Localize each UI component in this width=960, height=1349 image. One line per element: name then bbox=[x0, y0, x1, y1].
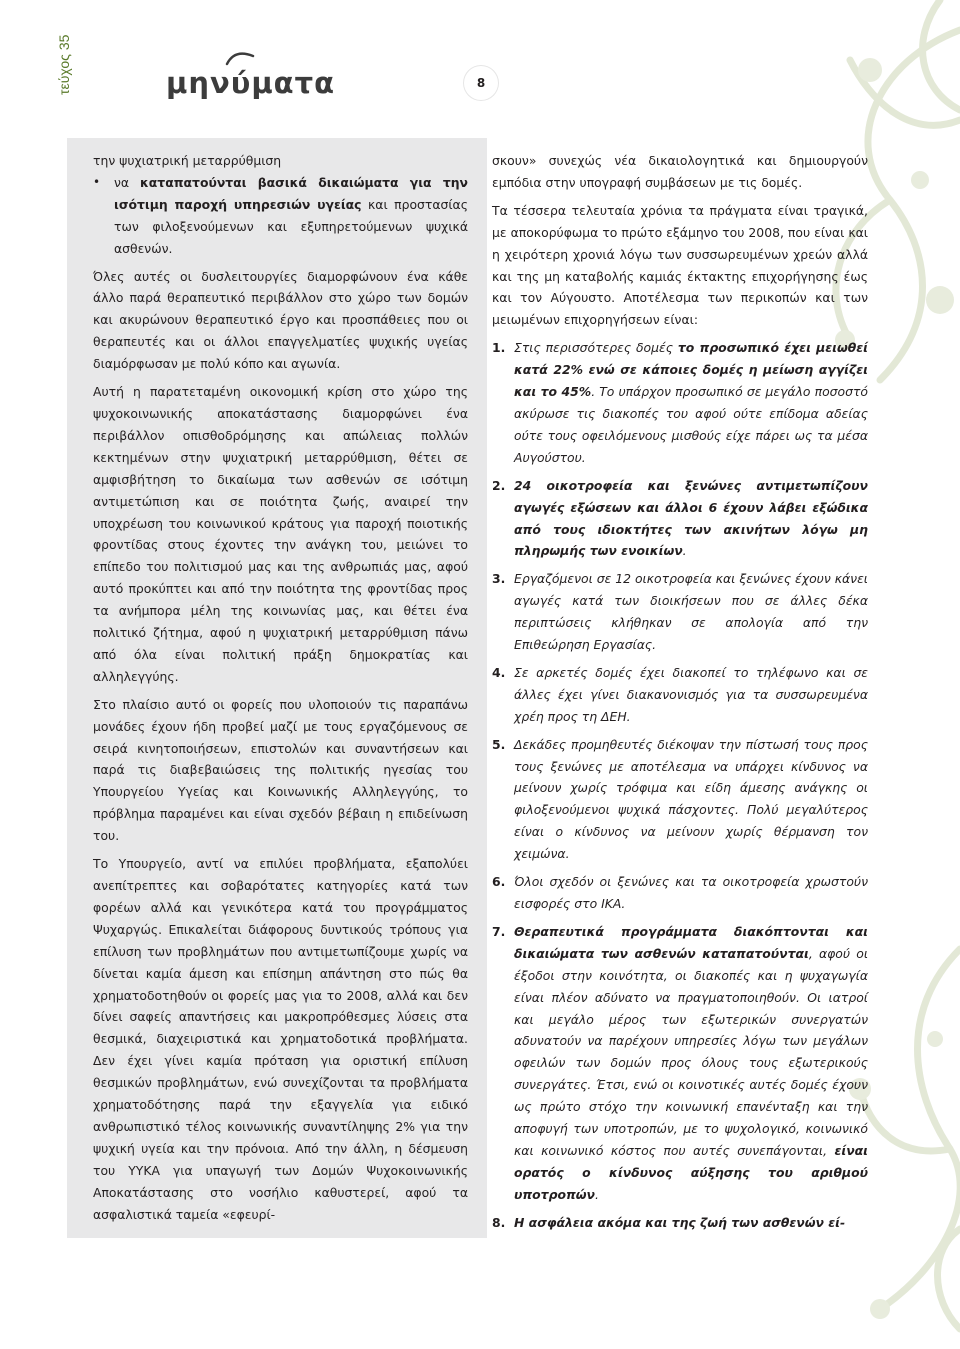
list-item: 8. Η ασφάλεια ακόμα και της ζωή των ασθενών εί- bbox=[492, 1214, 846, 1230]
list-item: 5. Δεκάδες προμηθευτές διέκοψαν την πίστωσή τους προς τους ξενώνες με αποτέλεσμα να υπάρχει κίνδυνος να μείνουν χωρίς τρόφιμα και είδη άμεσης ανάγκης οι φιλοξενούμενοι ψυχικά πάσχοντες. Πολύ μεγαλύτερος είναι ο κίνδυνος να μείνουν χωρίς θέρμανση τον χειμώνα. bbox=[492, 736, 868, 862]
right-column bbox=[492, 150, 868, 1240]
paragraph: Το Υπουργείο, αντί να επιλύει προβλήματα, εξαπολύει ανεπίτρεπτες και σοβαρότατες κατηγορίες κατά των φορέων αλλά και γενικότερα κατά του προγράμματος Ψυχαργώς. Επικαλείται διάφορους δυντικούς τρόπους για επίλυση των προβλημάτων που αντιμετωπίζουμε χωρίς να δίνεται καμία άμεση και επίσημη απάντηση στο πώς θα χρηματοδοτηθούν οι φορείς μας για το 2008, αλλά και δεν δίνει σαφείς απαντήσεις και μακροπρόθεσμες λύσεις στα θεσμικά, διαχειριστικά και χρηματοδοτικά προβλήματα. Δεν έχει γίνει καμία πρόταση για οριστική επίλυση θεσμικών προβλημάτων, ενώ συνεχίζονται τα προβλήματα χρηματοδότησης παρά την εξαγγελία για ειδικό ανθρωπιστικό τέλος κοινωνικής συναντίληψης 2% για την ψυχική υγεία και την πρόνοια. Από την άλλη, η δέσμευση του ΥΥΚΑ για υπαγωγή των Δομών Ψυχοκοινωνικής Αποκατάστασης στο νοσήλιο καθυστερεί, αφού τα ασφαλιστικά ταμεία «εφευρί- bbox=[93, 856, 468, 1222]
list-item: 7. Θεραπευτικά προγράμματα διακόπτονται και δικαιώματα των ασθενών καταπατούνται, αφού οι έξοδοι στην κοινότητα, οι διακοπές και η ψυχαγωγία είναι πλέον αδύνατο να πραγματοποιηθούν. Οι ιατροί και μεγάλο μέρος των εξωτερικών συνεργατών αδυνατούν να παρέχουν υπηρεσίες λόγω των μεγάλων οφειλών των δομών προς όλους τους εξωτερικούς συνεργάτες. Έτσι, ενώ οι κοινοτικές αυτές δομές έχουν ως πρώτο στόχο την κοινωνική επανένταξη και την αποφυγή των υποτροπών, με το ψυχολογικό, κοινωνικό και κοινωνικό κόστος που αυτές συνεπάγονται, είναι ορατός ο κίνδυνος αύξησης του αριθμού υποτροπών. bbox=[492, 923, 869, 1202]
paragraph: Αυτή η παρατεταμένη οικονομική κρίση στο χώρο της ψυχοκοινωνικής αποκατάστασης διαμορφώνει ένα περιβάλλον οπισθοδρόμησης και απώλειας πολλών κεκτημένων στην ψυχιατρική μεταρρύθμιση, θέτει σε αμφισβήτηση το δικαίωμα των ασθενών σε ισότιμη αντιμετώπιση και σε ποιότητα ζωής, αναιρεί την υποχρέωση του κοινωνικού κράτους για παροχή ποιοτικής φροντίδας στους έχοντες την ανάγκη του, μειώνει το επίπεδο του πολιτισμού μας και της ανθρωπιάς μας, αφού αυτό προκύπτει και από την ποιότητα της φροντίδας προς τα ανήμπορα μέλη της κοινωνίας μας, και θέτει ένα πολιτικό ζήτημα, αφού η ψυχιατρική μεταρρύθμιση πάνω από όλα είναι πολιτική πράξη δημοκρατίας και αλληλεγγύης. bbox=[93, 384, 468, 684]
bullet-item: • να καταπατούνται βασικά δικαιώματα για την ισότιμη παροχή υπηρεσιών υγείας και προστασίας των φιλοξενούμενων και εξυπηρετούμενων ψυχικά ασθενών. bbox=[93, 172, 468, 260]
left-column bbox=[93, 150, 468, 1232]
issue-label: τεύχος 35 bbox=[56, 34, 72, 95]
paragraph: Όλες αυτές οι δυσλειτουργίες διαμορφώνουν ένα κάθε άλλο παρά θεραπευτικό περιβάλλον στο χώρο των δομών και ακυρώνουν θεραπευτικό έργο και προσπάθειες που οι θεραπευτές και οι άλλοι επαγγελματίες ψυχικής υγείας διαμόρφωσαν με πολύ κόπο και αγωνία. bbox=[93, 268, 468, 372]
numbered-list bbox=[492, 337, 868, 1233]
bullet-bold-text: καταπατούνται βασικά δικαιώματα για την ισότιμη παροχή υπηρεσιών υγείας bbox=[114, 174, 468, 212]
paragraph: Στο πλαίσιο αυτό οι φορείς που υλοποιούν τις παραπάνω μονάδες έχουν ήδη προβεί μαζί με τους εργαζόμενους σε σειρά κινητοποιήσεων, επιστολών και συναντήσεων και παρά τις διαβεβαιώσεις της πολιτικής ηγεσίας του Υπουργείου Υγείας και Κοινωνικής Αλληλεγγύης, το πρόβλημα παραμένει και είναι σχεδόν βέβαιη η επιδείνωση του. bbox=[93, 696, 468, 844]
list-item: 4. Σε αρκετές δομές έχει διακοπεί το τηλέφωνο και σε άλλες έχει γίνει διακανονισμός για τα συσσωρευμένα χρέη προς τη ΔΕΗ. bbox=[492, 664, 868, 724]
list-item: 1. Στις περισσότερες δομές το προσωπικό έχει μειωθεί κατά 22% ενώ σε κάποιες δομές η μείωση αγγίζει και το 45%. Το υπάρχον προσωπικό σε μεγάλο ποσοστό ακύρωσε τις διακοπές του αφού ούτε επίδομα αδείας ούτε τους οφειλόμενους μισθούς είχε πάρει ως τα μέσα Αυγούστου. bbox=[492, 340, 868, 465]
paragraph: σκουν» συνεχώς νέα δικαιολογητικά και δημιουργούν εμπόδια στην υπογραφή συμβάσεων με τις δομές. bbox=[492, 153, 868, 190]
intro-line: την ψυχιατρική μεταρρύθμιση bbox=[93, 153, 282, 168]
page-number: 8 bbox=[464, 66, 498, 100]
list-item: 6. Όλοι σχεδόν οι ξενώνες και τα οικοτροφεία χρωστούν εισφορές στο ΙΚΑ. bbox=[492, 874, 868, 911]
paragraph: Τα τέσσερα τελευταία χρόνια τα πράγματα είναι τραγικά, με αποκορύφωμα το πρώτο εξάμηνο του 2008, που είναι και η χειρότερη χρονιά λόγω των συσσωρευμένων χρεών αλλά και της μη καταβολής καμιάς έκτακτης επιχορήγησης έως και τον Αύγουστο. Αποτέλεσμα των περικοπών και των μειωμένων επιχορηγήσεων είναι: bbox=[492, 202, 868, 328]
list-item: 2. 24 οικοτροφεία και ξενώνες αντιμετωπίζουν αγωγές εξώσεων και άλλοι 6 έχουν λάβει εξώδικα από τους ιδιοκτήτες των ακινήτων λόγω μη πληρωμής των ενοικίων. bbox=[492, 477, 868, 559]
list-item: 3. Εργαζόμενοι σε 12 οικοτροφεία και ξενώνες έχουν κάνει αγωγές κατά των διοικήσεων που σε άλλες δέκα περιπτώσεις κλήθηκαν σε απολογία από την Επιθεώρηση Εργασίας. bbox=[492, 571, 868, 653]
bullet-dot-icon: • bbox=[93, 174, 101, 189]
magazine-logo: μηνύματα bbox=[166, 66, 336, 100]
